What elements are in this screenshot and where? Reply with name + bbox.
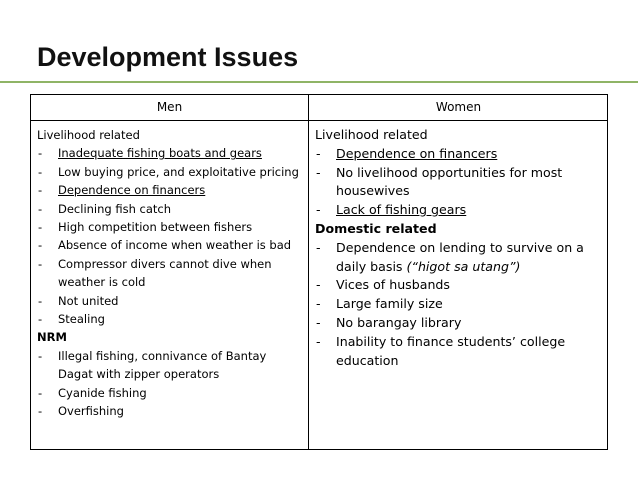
issue-list (315, 145, 605, 220)
list-item (37, 200, 303, 218)
table-header-row (31, 95, 607, 121)
list-item (315, 314, 605, 333)
list-item-text: Declining fish catch (58, 201, 172, 216)
list-item-text: Vices of husbands (336, 277, 450, 293)
section-title: Domestic related (315, 220, 437, 236)
issue-list (315, 239, 605, 371)
header-men: Men (156, 100, 183, 114)
list-item-text: Cyanide fishing (58, 385, 147, 400)
men-section (37, 328, 303, 420)
list-item-text: Stealing (58, 312, 105, 327)
men-column (37, 126, 303, 421)
list-item-text: Not united (58, 293, 119, 308)
list-item-text: Absence of income when weather is bad (58, 238, 292, 253)
list-item (37, 236, 303, 254)
list-item-text: Inadequate fishing boats and gears (58, 146, 262, 161)
list-item (315, 239, 605, 277)
list-item (315, 276, 605, 295)
list-item (37, 310, 303, 328)
list-item (37, 292, 303, 310)
list-item-text: Inability to finance students’ college education (336, 333, 566, 368)
list-item-text: No barangay library (336, 314, 462, 330)
men-section (37, 126, 303, 328)
list-item (37, 163, 303, 181)
list-item-text: Overfishing (58, 404, 124, 419)
list-item (315, 295, 605, 314)
list-item (315, 145, 605, 164)
list-item-text: High competition between fishers (58, 220, 253, 235)
list-item (315, 333, 605, 371)
list-item (37, 402, 303, 420)
list-item-text: Dependence on financers (58, 183, 206, 198)
issue-list (37, 347, 303, 421)
title-divider (0, 81, 638, 83)
list-item-text: Illegal fishing, connivance of Bantay Dagat with zipper operators (58, 348, 267, 382)
list-item-text: Lack of fishing gears (336, 202, 467, 218)
list-item (37, 181, 303, 199)
list-item (37, 144, 303, 162)
header-women: Women (435, 100, 482, 114)
women-column (315, 126, 605, 370)
list-item-text: Large family size (336, 296, 443, 312)
list-item-text: No livelihood opportunities for most housewives (336, 164, 563, 199)
section-title: Livelihood related (37, 128, 140, 142)
list-item (37, 347, 303, 384)
section-title: Livelihood related (315, 127, 428, 142)
issue-list (37, 144, 303, 328)
list-item (315, 164, 605, 202)
list-item-text: Dependence on financers (336, 145, 498, 161)
column-divider (308, 95, 309, 449)
list-item-text: Dependence on lending to survive on a daily basis (336, 239, 584, 274)
list-item (315, 201, 605, 220)
list-item (37, 218, 303, 236)
list-item-text: Low buying price, and exploitative pricing (58, 164, 299, 179)
list-item (37, 384, 303, 402)
list-item (37, 255, 303, 292)
women-section (315, 220, 605, 370)
list-item-text: Compressor divers cannot dive when weather is cold (58, 256, 272, 290)
issues-table (30, 94, 608, 450)
slide-title: Development Issues (37, 42, 299, 72)
women-section (315, 126, 605, 220)
section-title: NRM (37, 330, 67, 345)
list-item-italic-text: (“higot sa utang”) (406, 258, 521, 274)
